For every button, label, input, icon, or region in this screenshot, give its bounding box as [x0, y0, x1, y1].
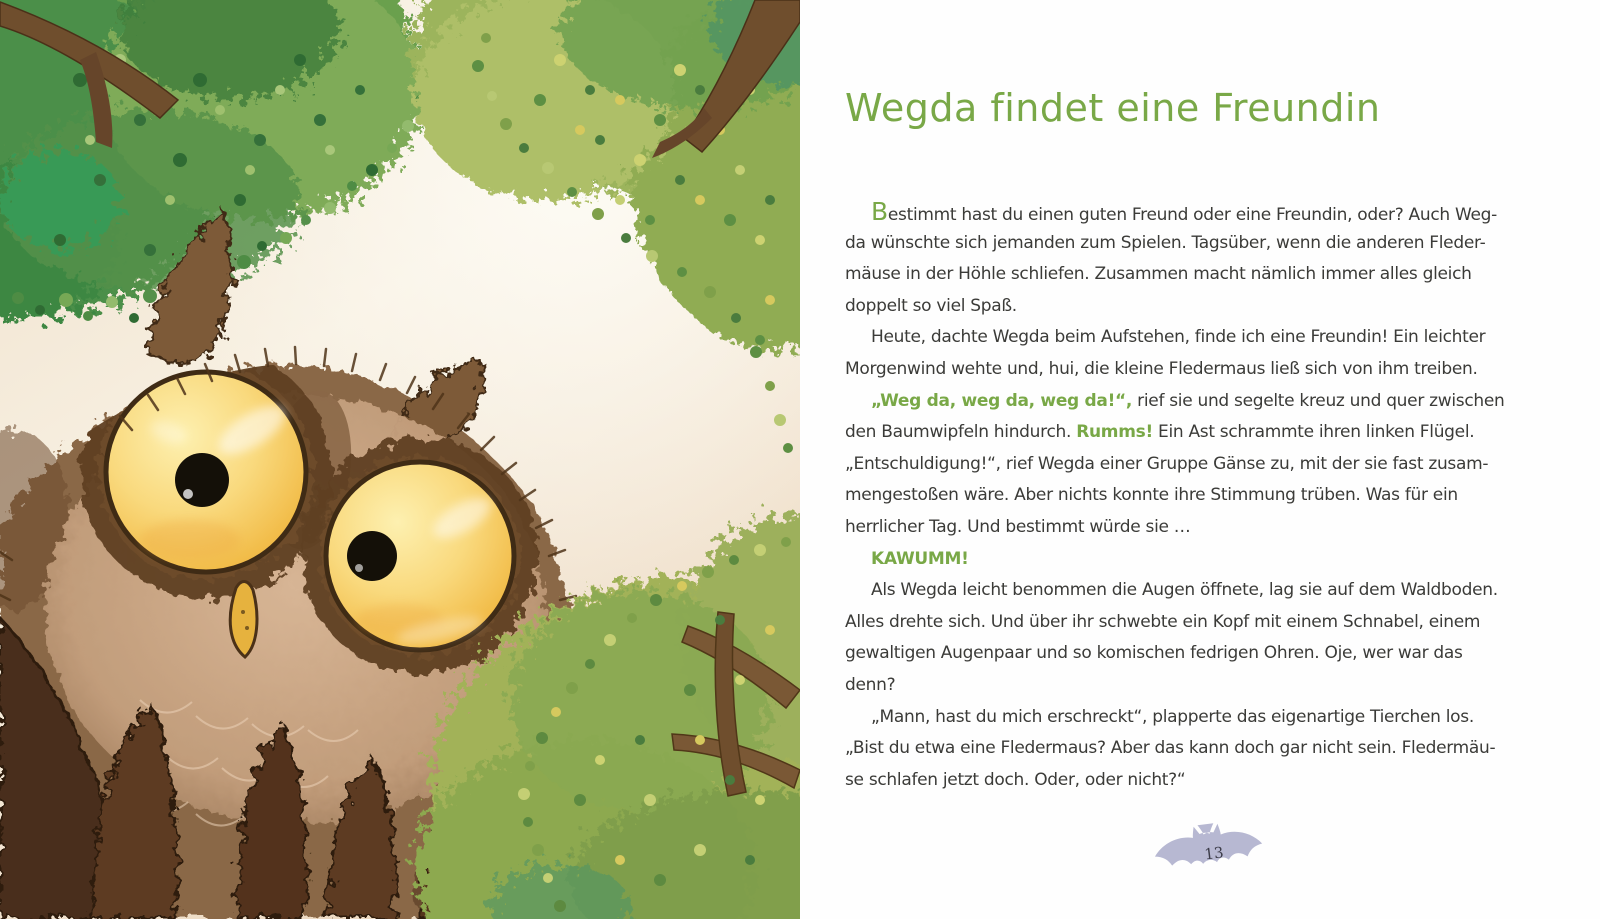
chapter-title: Wegda findet eine Freundin: [845, 86, 1381, 130]
story-line: da wünschte sich jemanden zum Spielen. Tagsüber, wenn die anderen Fleder-: [845, 232, 1486, 253]
story-line: mengestoßen wäre. Aber nichts konnte ihre Stimmung trüben. Was für ein: [845, 485, 1458, 506]
owl-beak: [230, 581, 257, 657]
story-line: doppelt so viel Spaß.: [845, 295, 1017, 316]
story-line: Heute, dachte Wegda beim Aufstehen, finde ich eine Freundin! Ein leichter: [871, 327, 1486, 348]
story-line: den Baumwipfeln hindurch. Rumms! Ein Ast schrammte ihren linken Flügel.: [845, 422, 1475, 443]
story-line: denn?: [845, 674, 896, 695]
owl-pupil-left: [175, 453, 229, 507]
bat-page-marker: [1145, 815, 1295, 877]
story-line: mäuse in der Höhle schliefen. Zusammen macht nämlich immer alles gleich: [845, 264, 1472, 285]
story-line: se schlafen jetzt doch. Oder, oder nicht?“: [845, 769, 1186, 790]
story-line: „Weg da, weg da, weg da!“, rief sie und segelte kreuz und quer zwischen: [871, 390, 1505, 411]
highlight-text: „Weg da, weg da, weg da!“,: [871, 390, 1133, 411]
story-line: Alles drehte sich. Und über ihr schwebte ein Kopf mit einem Schnabel, einem: [845, 611, 1481, 632]
story-line: gewaltigen Augenpaar und so komischen fedrigen Ohren. Oje, wer war das: [845, 643, 1463, 664]
story-text: [845, 196, 1535, 796]
story-line: „Bist du etwa eine Fledermaus? Aber das kann doch gar nicht sein. Fledermäu-: [845, 738, 1496, 759]
page-number: 13: [1203, 843, 1225, 864]
drop-cap: B: [871, 197, 888, 226]
story-line: [845, 544, 1535, 576]
story-line: Als Wegda leicht benommen die Augen öffnete, lag sie auf dem Waldboden.: [871, 580, 1498, 601]
owl-pupil-right: [347, 531, 397, 581]
story-line: „Entschuldigung!“, rief Wegda einer Gruppe Gänse zu, mit der sie fast zusam-: [845, 453, 1489, 474]
highlight-text: Rumms!: [1076, 422, 1153, 443]
story-line: „Mann, hast du mich erschreckt“, plapperte das eigenartige Tierchen los.: [871, 706, 1474, 727]
story-line: Morgenwind wehte und, hui, die kleine Fledermaus ließ sich von ihm treiben.: [845, 358, 1478, 379]
story-line: herrlicher Tag. Und bestimmt würde sie …: [845, 516, 1191, 537]
text-page: [800, 0, 1600, 919]
bat-icon: [1145, 815, 1295, 877]
highlight-text: KAWUMM!: [871, 548, 969, 569]
story-line: Bestimmt hast du einen guten Freund oder eine Freundin, oder? Auch Weg-: [871, 197, 1497, 226]
